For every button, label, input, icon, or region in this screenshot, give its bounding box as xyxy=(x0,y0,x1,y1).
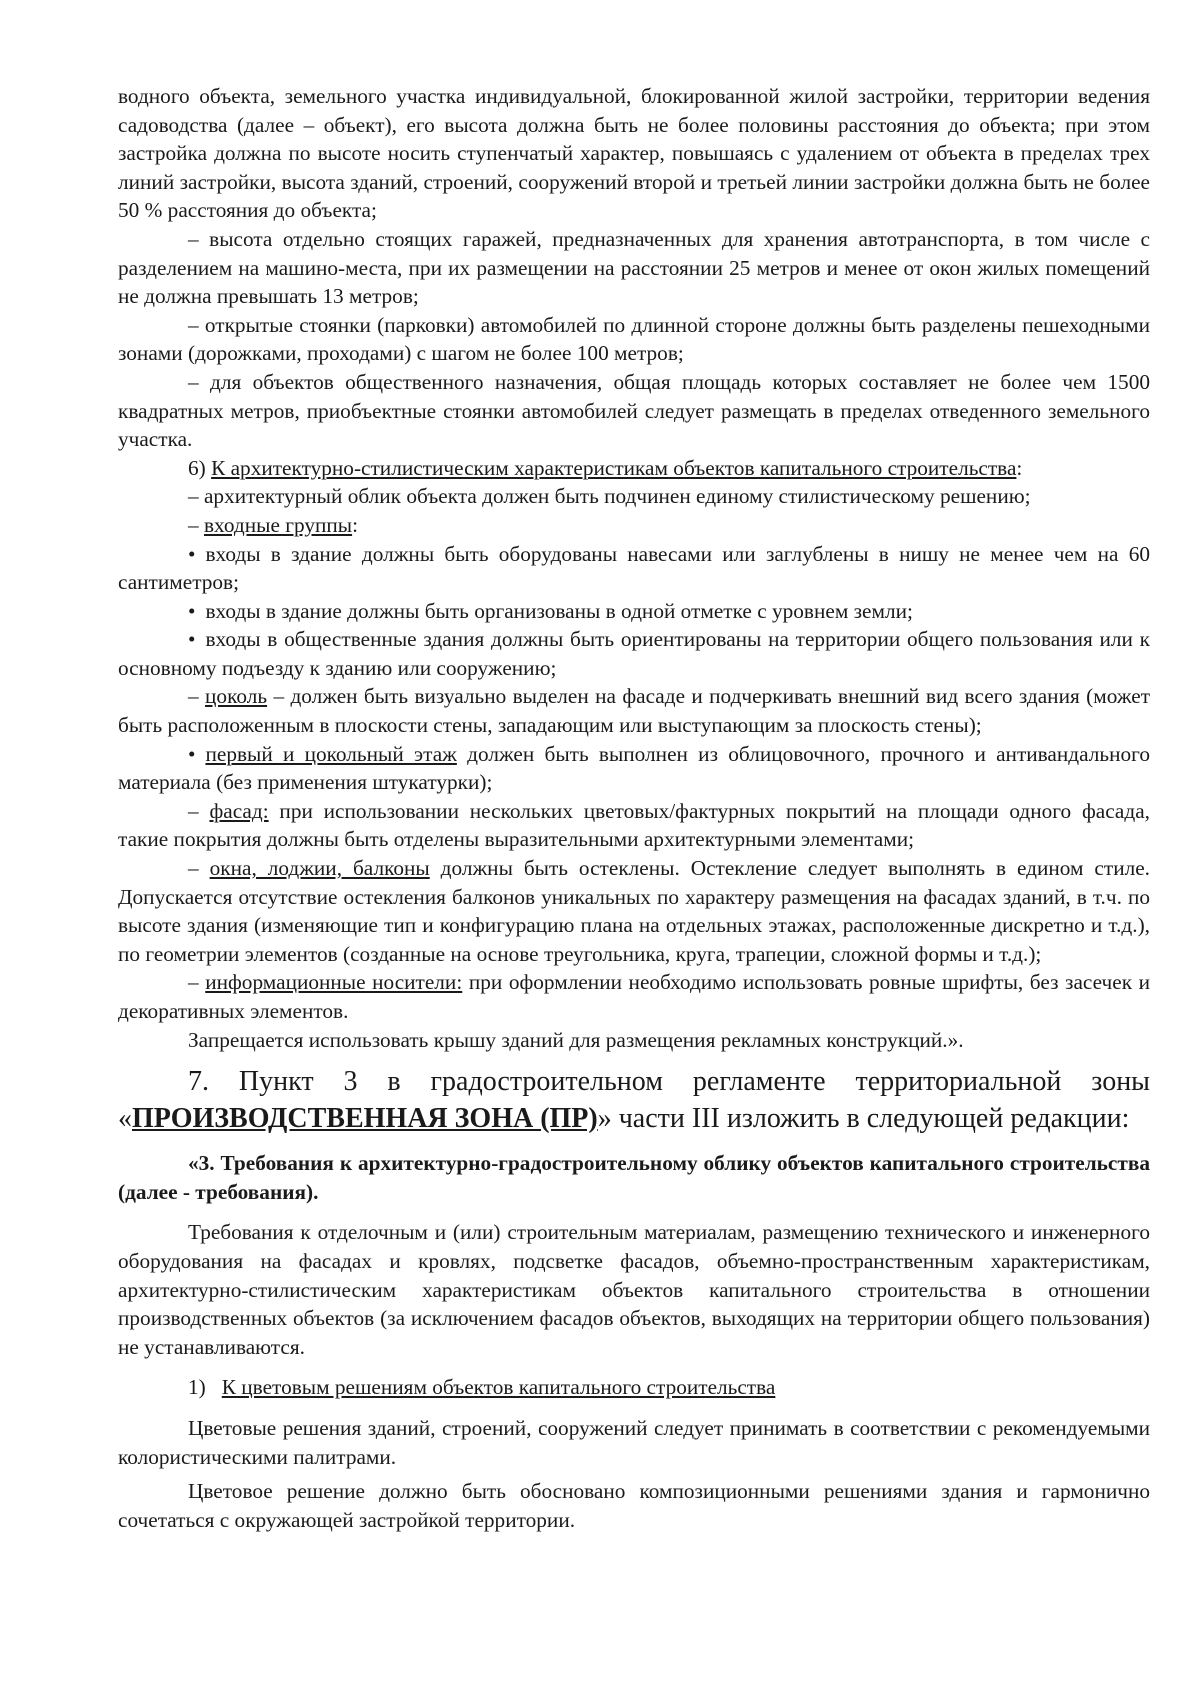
zone-name: ПРОИЗВОДСТВЕННАЯ ЗОНА (ПР) xyxy=(132,1102,598,1134)
section-6-title: К архитектурно-стилистическим характеристикам объектов капитального строительства xyxy=(211,455,1017,480)
section-6-colon: : xyxy=(1016,455,1023,480)
dash: – xyxy=(188,970,199,995)
dash: – xyxy=(188,798,199,823)
bullet-canopies: • входы в здание должны быть оборудованы навесами или заглублены в нишу не менее чем на 60 сантиметров; xyxy=(118,540,1150,597)
facade-text: при использовании нескольких цветовых/фактурных покрытий на площади одного фасада, такие покрытия должны быть отделены выразительными архитектурными элементами; xyxy=(118,798,1150,852)
paragraph-architectural-look: – архитектурный облик объекта должен быть подчинен единому стилистическому решению; xyxy=(188,484,1031,509)
color-solutions-title: К цветовым решениям объектов капитального строительства xyxy=(221,1375,776,1400)
paragraph-facade xyxy=(118,797,1150,854)
paragraph-height-limit: водного объекта, земельного участка индивидуальной, блокированной жилой застройки, территории ведения садоводства (далее – объект), его высота должна быть не более половины расстояния до объекта; при этом застройка должна по высоте носить ступенчатый характер, повышаясь с удалением от объекта в пределах трех линий застройки, высота зданий, строений, сооружений второй и третьей линии застройки должна быть не более 50 % расстояния до объекта; xyxy=(118,84,1150,223)
windows-term: окна, лоджии, балконы xyxy=(209,856,430,881)
plinth-text: – должен быть визуально выделен на фасаде и подчеркивать внешний вид всего здания (может быть расположенным в плоскости стены, западающим или выступающим за плоскость стены); xyxy=(118,684,1151,738)
plinth-term: цоколь xyxy=(205,684,268,709)
bullet-ground-level: • входы в здание должны быть организованы в одной отметке с уровнем земли; xyxy=(118,597,1150,626)
dash: – xyxy=(188,684,199,709)
first-floor-term: первый и цокольный этаж xyxy=(205,741,457,766)
paragraph-roof-ban: Запрещается использовать крышу зданий для размещения рекламных конструкций.». xyxy=(188,1027,964,1052)
entrance-groups-heading xyxy=(118,511,1150,540)
color-solutions-heading xyxy=(118,1373,1150,1402)
item-7-text-a: 7. Пункт 3 в градостроительном регламенте территориальной зоны « xyxy=(118,1066,1150,1134)
color-solutions-number: 1) xyxy=(188,1375,206,1400)
paragraph-requirements: Требования к отделочным и (или) строительным материалам, размещению технического и инженерного оборудования на фасадах и кровлях, подсветке фасадов, объемно-пространственным характеристикам, архитектурно-стилистическим характеристикам объектов капитального строительства в отношении производственных объектов (за исключением фасадов объектов, выходящих на территории общего пользования) не устанавливаются. xyxy=(118,1220,1150,1359)
windows-text: должны быть остеклены. Остекление следует выполнять в едином стиле. Допускается отсутствие остекления балконов уникальных по характеру размещения на фасадах зданий, в т.ч. по высоте здания (изменяющие тип и конфигурацию плана на отдельных этажах, расположенные дискретно и т.д.), по геометрии элементов (созданные на основе треугольника, круга, трапеции, сложной формы и т.д.); xyxy=(118,856,1150,966)
info-carriers-term: информационные носители: xyxy=(205,970,463,995)
paragraph-windows xyxy=(118,854,1150,968)
entrance-groups-colon: : xyxy=(352,512,359,537)
paragraph-garages: – высота отдельно стоящих гаражей, предназначенных для хранения автотранспорта, в том числе с разделением на машино-места, при их размещении на расстоянии 25 метров и менее от окон жилых помещений не должна превышать 13 метров; xyxy=(118,226,1150,309)
paragraph-color-palettes: Цветовые решения зданий, строений, сооружений следует принимать в соответствии с рекомендуемыми колористическими палитрами. xyxy=(118,1415,1150,1469)
requirements-heading: «3. Требования к архитектурно-градостроительному облику объектов капитального строительства (далее - требования). xyxy=(118,1151,1150,1204)
facade-term: фасад: xyxy=(209,798,269,823)
first-floor-text: должен быть выполнен из облицовочного, прочного и антивандального материала (без применения штукатурки); xyxy=(118,741,1150,795)
dash: – xyxy=(188,512,199,537)
item-7-text-b: » части III изложить в следующей редакции: xyxy=(597,1102,1130,1134)
bullet-public-orientation: • входы в общественные здания должны быть ориентированы на территории общего пользования или к основному подъезду к зданию или сооружению; xyxy=(118,625,1150,682)
entrance-groups-title: входные группы xyxy=(203,512,353,537)
section-6-number: 6) xyxy=(188,455,206,480)
item-7-heading xyxy=(118,1064,1150,1137)
bullet-first-floor xyxy=(118,740,1150,797)
paragraph-parking: – открытые стоянки (парковки) автомобилей по длинной стороне должны быть разделены пешеходными зонами (дорожками, проходами) с шагом не более 100 метров; xyxy=(118,312,1150,366)
info-carriers-text: при оформлении необходимо использовать ровные шрифты, без засечек и декоративных элементов. xyxy=(118,970,1150,1023)
section-6-heading xyxy=(118,454,1150,483)
paragraph-color-justification: Цветовое решение должно быть обосновано композиционными решениями здания и гармонично сочетаться с окружающей застройкой территории. xyxy=(118,1479,1150,1532)
paragraph-public-objects: – для объектов общественного назначения, общая площадь которых составляет не более чем 1500 квадратных метров, приобъектные стоянки автомобилей следует размещать в пределах отведенного земельного участка. xyxy=(118,369,1150,452)
paragraph-info-carriers xyxy=(118,968,1150,1025)
dash: – xyxy=(188,856,199,881)
paragraph-plinth xyxy=(118,682,1150,739)
